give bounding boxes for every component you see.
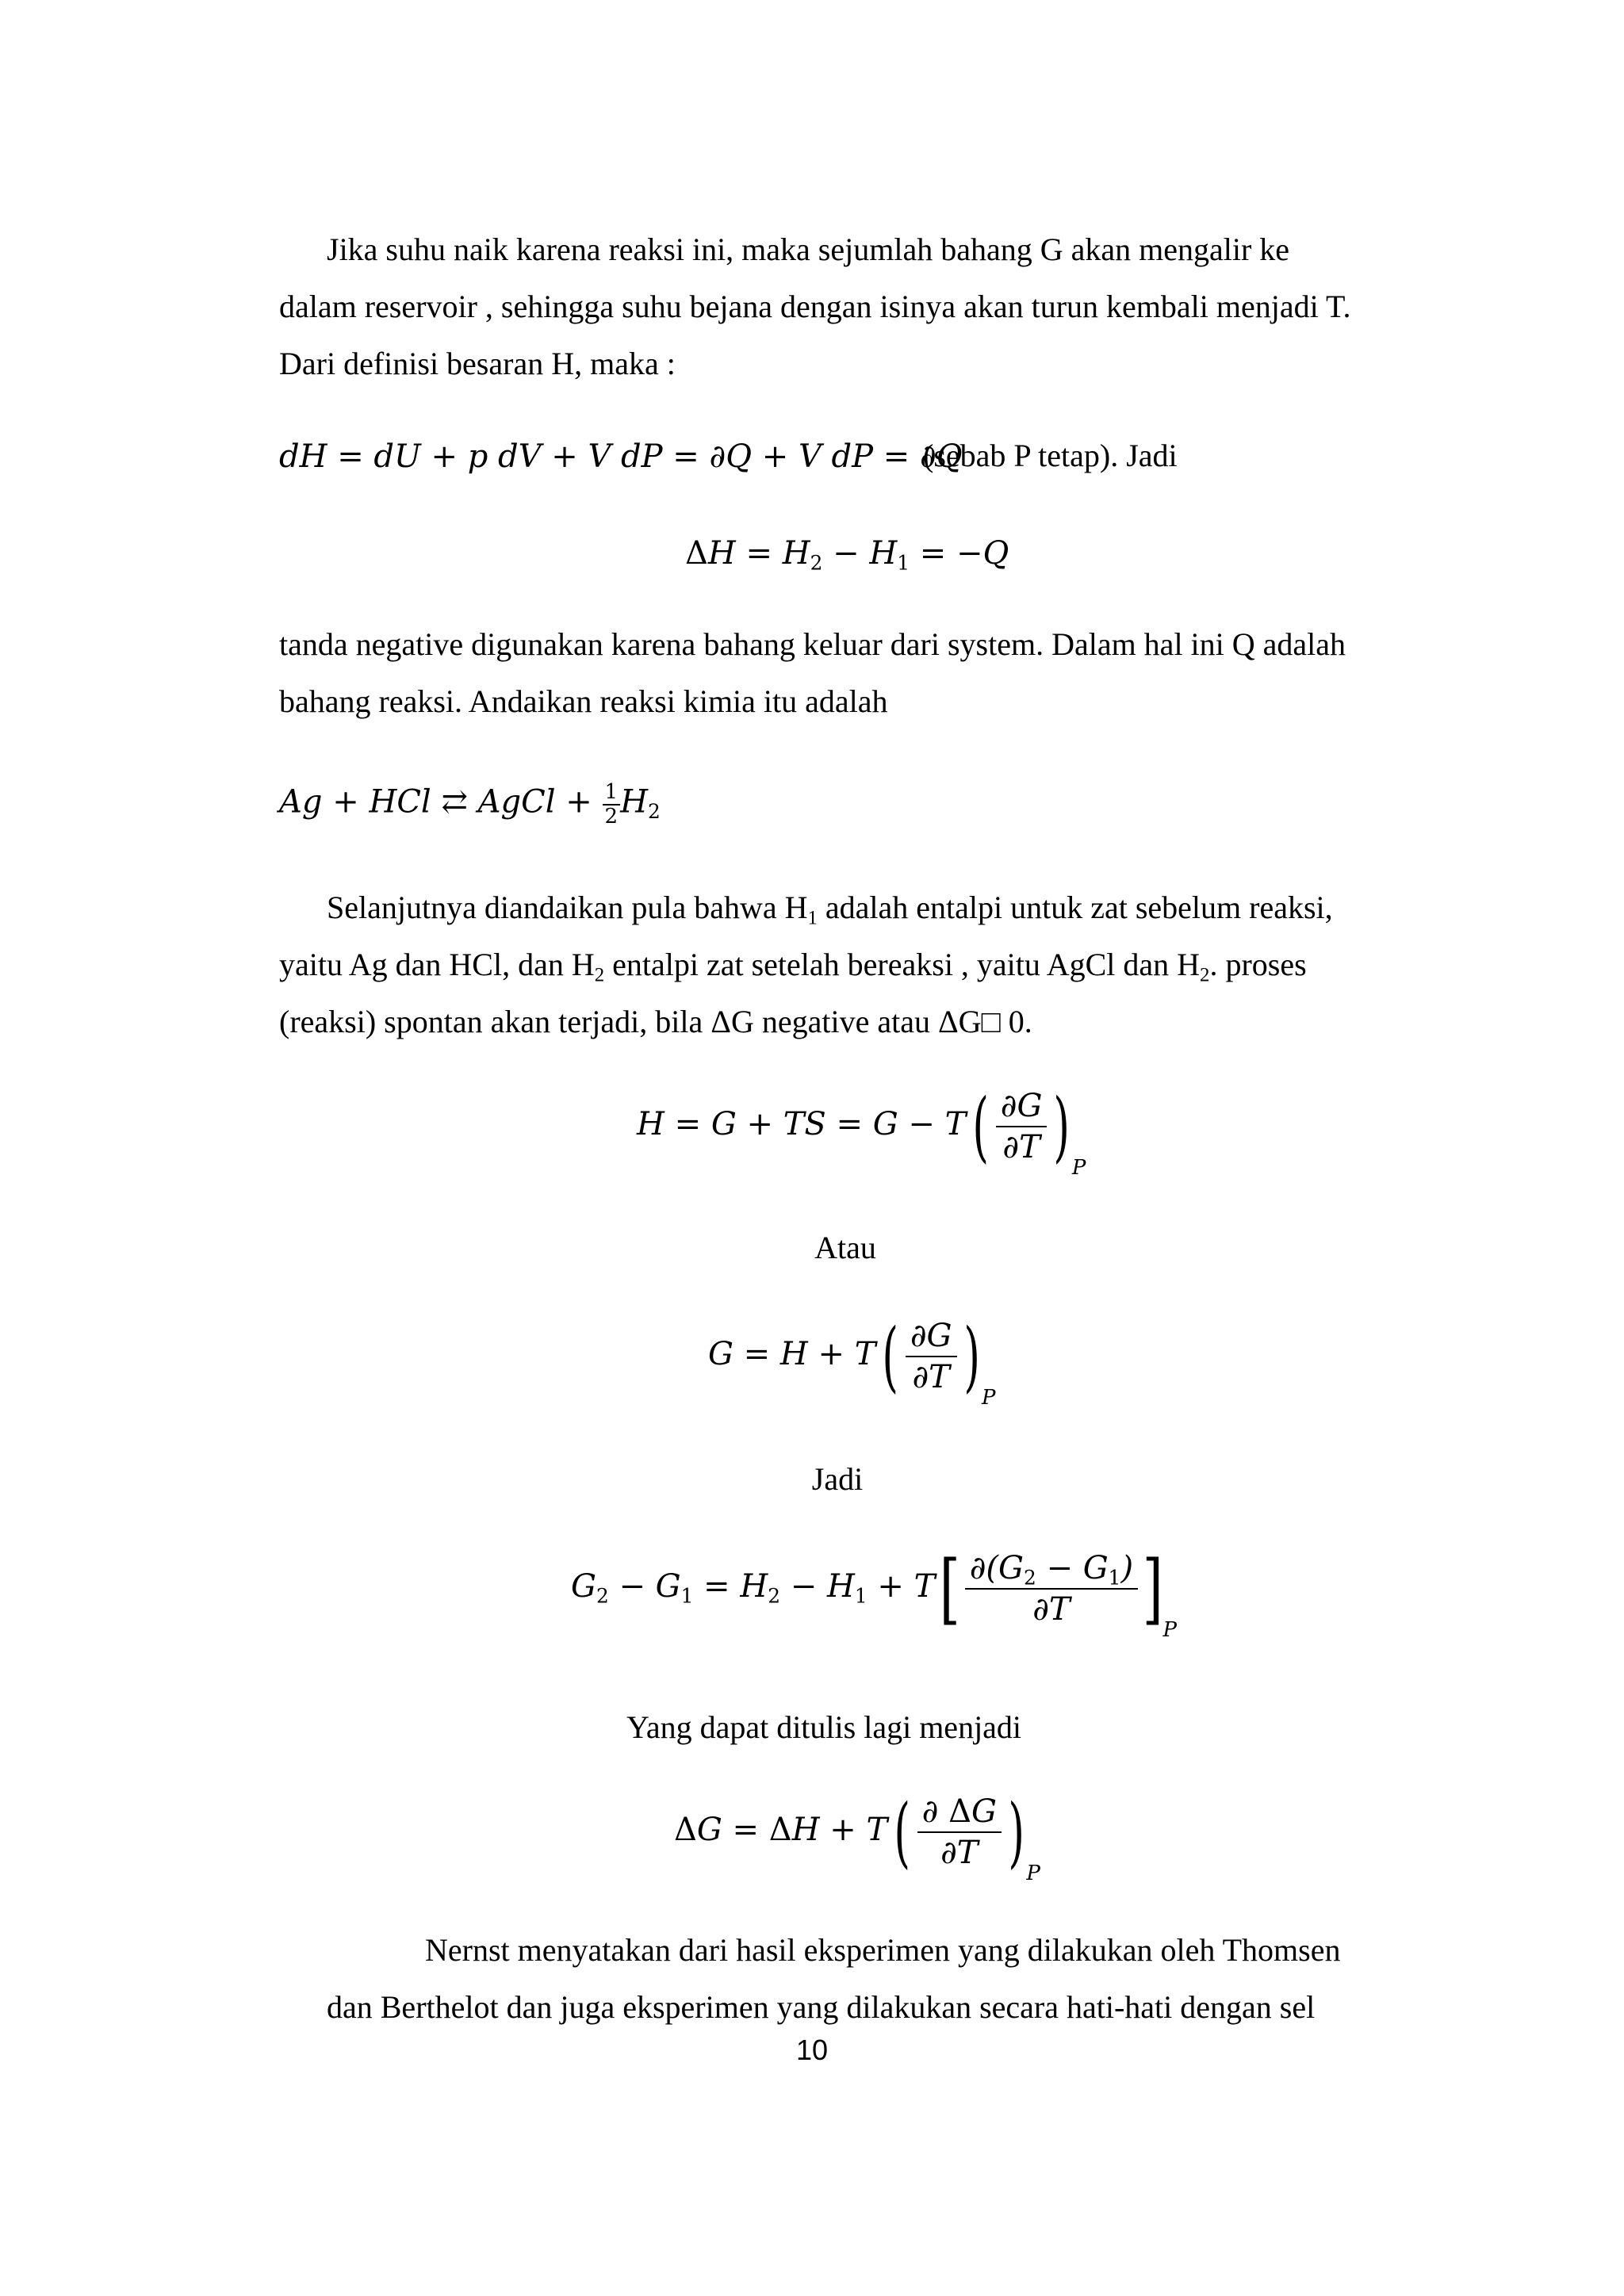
equation-delta-h: $\Delta H = H_2 - H_1 = -Q$ bbox=[685, 535, 1009, 575]
paragraph-1-line-1: Jika suhu naik karena reaksi ini, maka sejumlah bahang G akan mengalir ke bbox=[327, 232, 1290, 267]
paragraph-3-line-1: Selanjutnya diandaikan pula bahwa $H_1$ adalah entalpi untuk zat sebelum reaksi, bbox=[327, 890, 1333, 929]
paragraph-4-line-2: dan Berthelot dan juga eksperimen yang dilakukan secara hati-hati dengan sel bbox=[327, 1989, 1316, 2025]
equation-g2-minus-g1: $G_2 - G_1 = H_2 - H_1 + T$[ $\frac{\partial(G_2 - G_1)}{\partial T}$ ]$_P$ bbox=[571, 1544, 1177, 1642]
paragraph-3-line-2: yaitu Ag dan HCl, dan $H_2$ entalpi zat setelah bereaksi , yaitu AgCl dan $H_2$. proses bbox=[279, 947, 1307, 986]
connector-atau: Atau bbox=[814, 1230, 876, 1265]
equation-h-equals-g-plus-ts: H = G + TS = G − T( $\frac{\partial G}{\partial T}$ )$_P$ bbox=[637, 1082, 1086, 1180]
equation-reaction: Ag + HCl ⇄ AgCl + $\frac{1}{2}$ $H_2$ bbox=[279, 780, 661, 828]
equation-delta-g: ΔG = ΔH + T( $\frac{\partial \Delta G}{\partial T}$ )$_P$ bbox=[674, 1788, 1040, 1885]
connector-yang-dapat: Yang dapat ditulis lagi menjadi bbox=[626, 1709, 1022, 1745]
paragraph-2-line-2: bahang reaksi. Andaikan reaksi kimia itu adalah bbox=[279, 683, 888, 719]
page-number: 10 bbox=[795, 2034, 829, 2066]
equation-enthalpy-differential: dH = dU + p dV + V dP = ∂Q + V dP = ∂Q bbox=[279, 438, 963, 475]
equation-g-equals-h-plus: G = H + T( $\frac{\partial G}{\partial T}$ )$_P$ bbox=[708, 1312, 996, 1410]
paragraph-4-line-1: Nernst menyatakan dari hasil eksperimen yang dilakukan oleh Thomsen bbox=[425, 1932, 1341, 1968]
paragraph-2-line-1: tanda negative digunakan karena bahang keluar dari system. Dalam hal ini Q adalah bbox=[279, 626, 1346, 662]
paragraph-1-line-3: Dari definisi besaran H, maka : bbox=[279, 346, 676, 381]
connector-jadi: Jadi bbox=[811, 1461, 864, 1497]
paragraph-3-line-3: (reaksi) spontan akan terjadi, bila ΔG negative atau ΔG□ 0. bbox=[279, 1004, 1032, 1039]
paragraph-1-line-2: dalam reservoir , sehingga suhu bejana dengan isinya akan turun kembali menjadi T. bbox=[279, 289, 1351, 324]
equation-1-note: (sebab P tetap). Jadi bbox=[923, 438, 1178, 473]
